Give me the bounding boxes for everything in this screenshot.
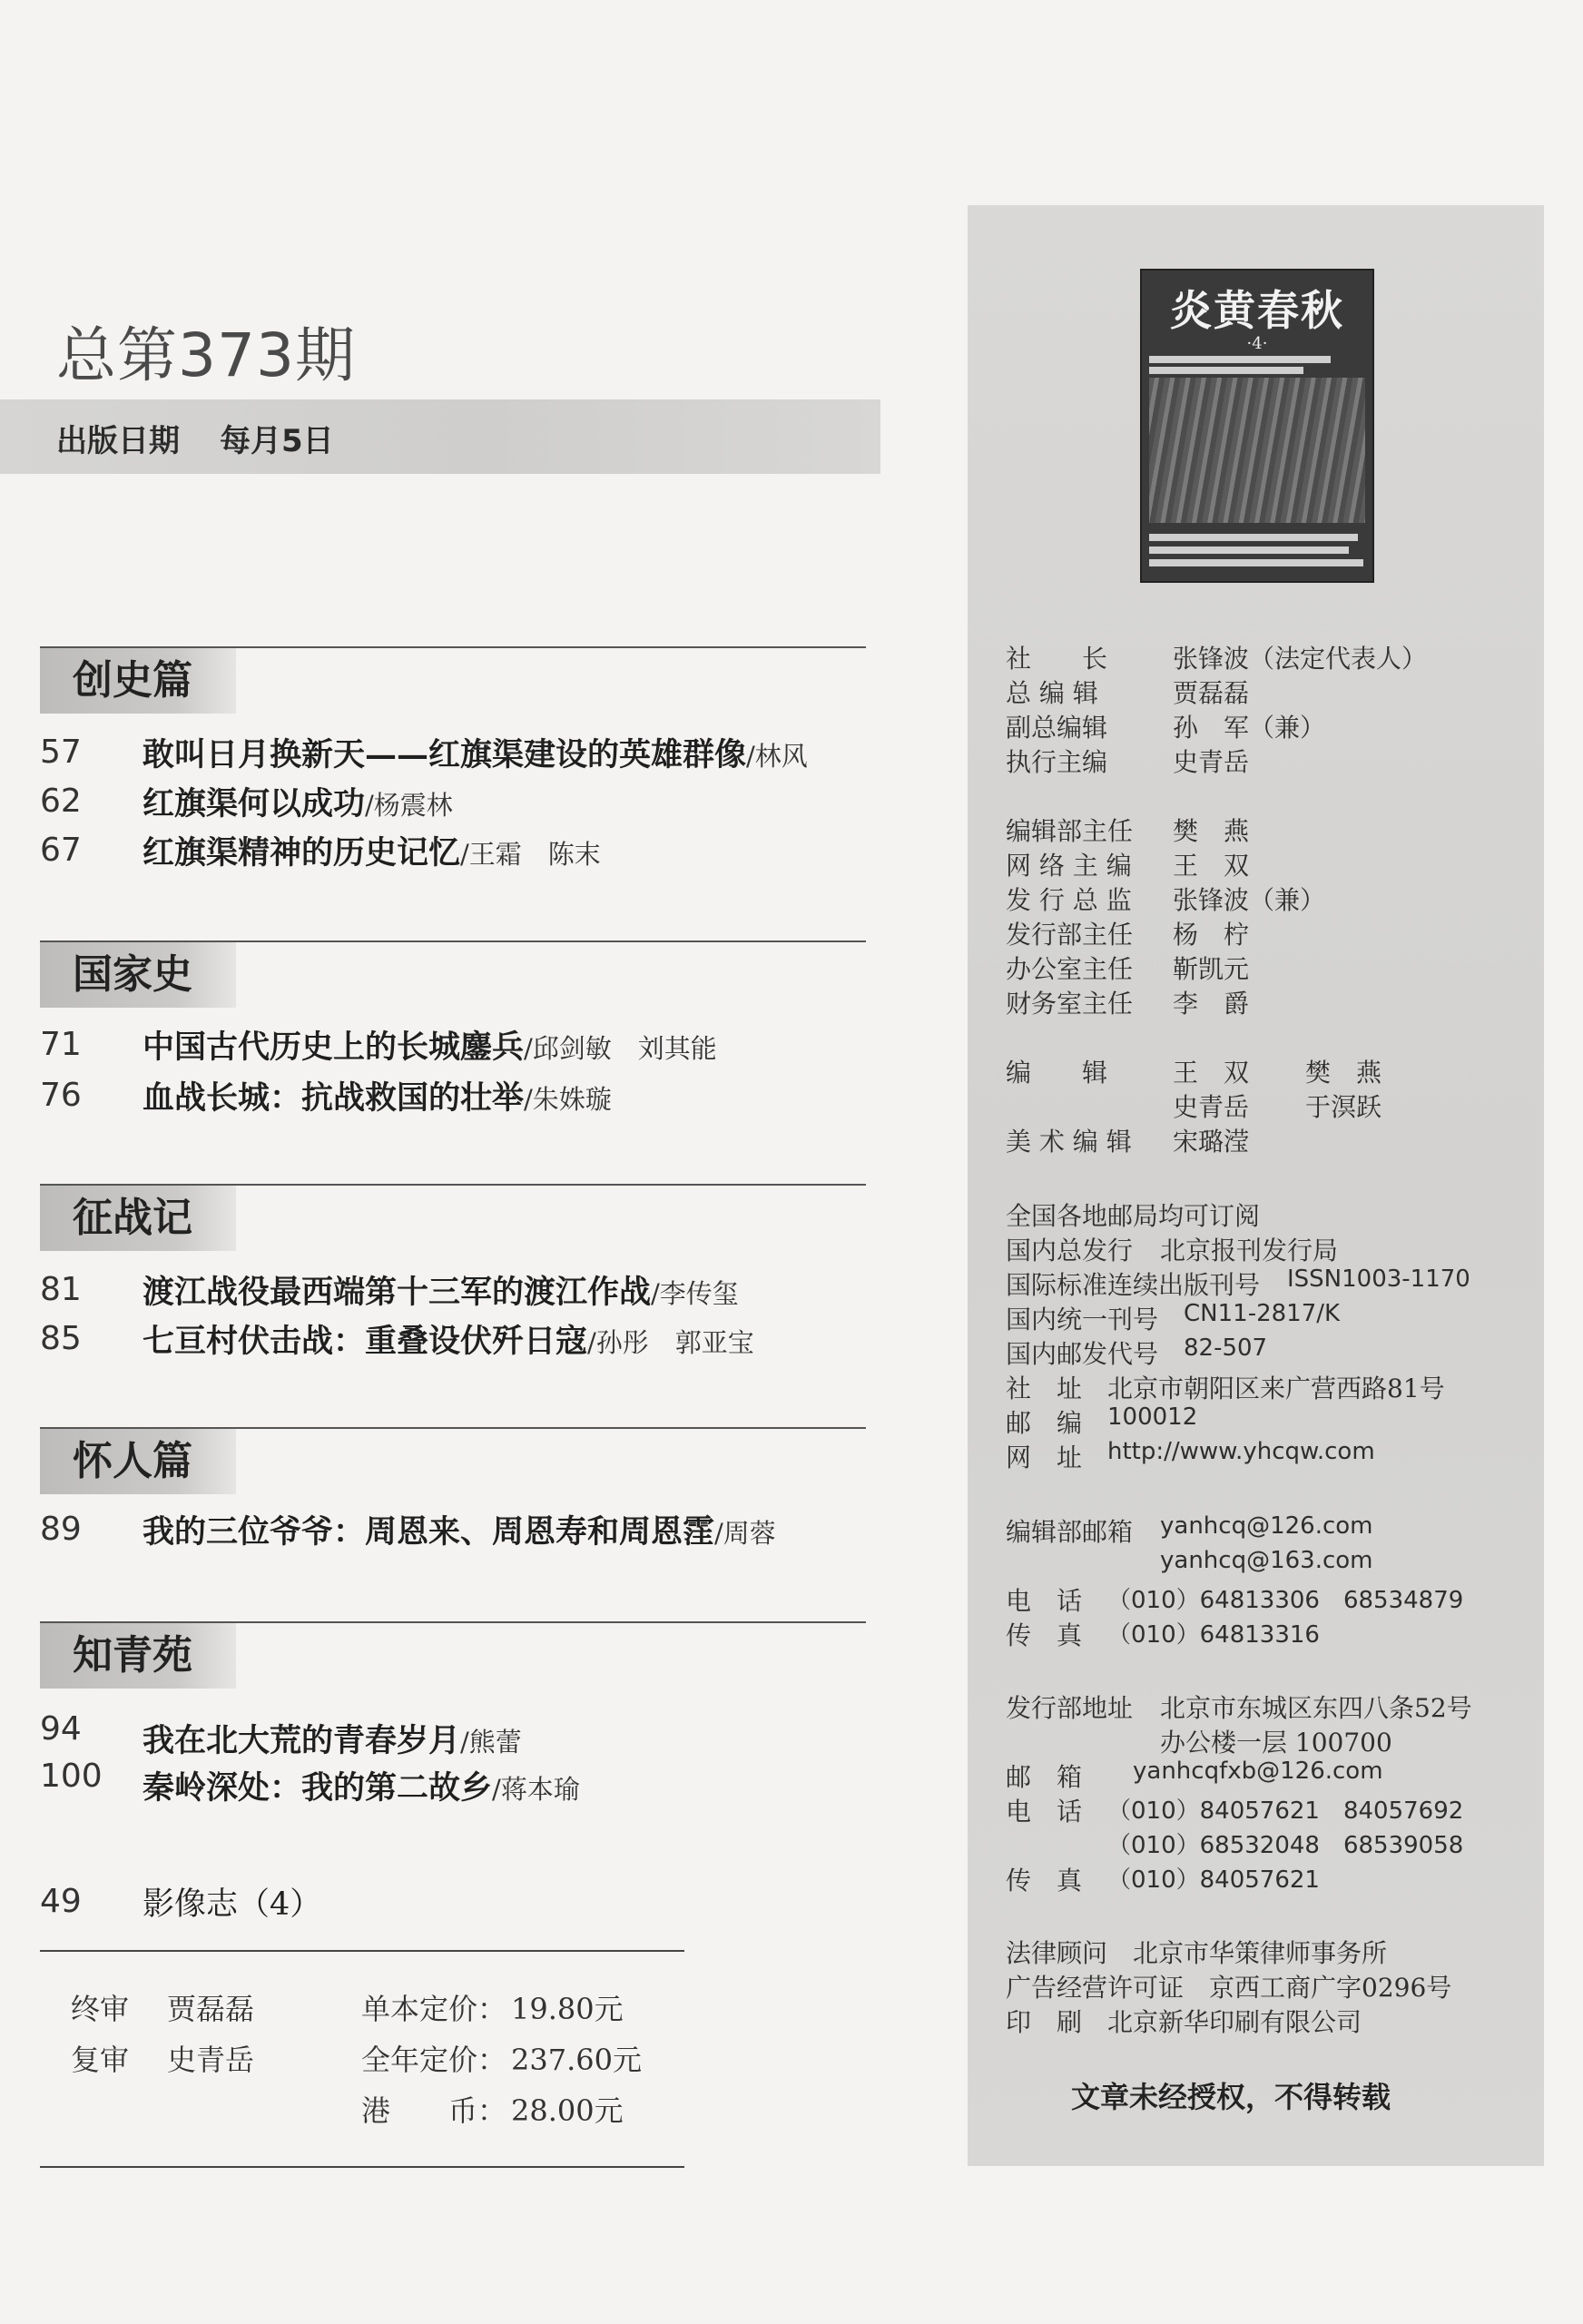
pub-date-value: 每月5日 [220,423,334,459]
article-author: /朱姝璇 [524,1084,612,1115]
website-link[interactable]: http://www.yhcqw.com [1107,1438,1375,1465]
article-title: 影像志（4） [143,1886,322,1923]
article-author: /杨震林 [365,790,453,821]
section-title: 知青苑 [40,1623,236,1689]
annual-price: 237.60元 [511,2043,642,2077]
publication-date-bar [0,399,880,474]
article-author: /邱剑敏 刘其能 [524,1033,717,1064]
page-number: 89 [40,1511,82,1548]
article-title: 红旗渠何以成功/杨震林 [143,785,453,822]
article-title: 渡江战役最西端第十三军的渡江作战/李传玺 [143,1274,739,1311]
magazine-cover-image[interactable] [1140,269,1374,583]
page-number: 85 [40,1320,82,1357]
divider [40,2166,684,2168]
page-number: 67 [40,832,82,869]
article-author: /周蓉 [714,1518,776,1549]
section-title: 国家史 [40,942,236,1008]
section-title: 征战记 [40,1186,236,1251]
section-title: 怀人篇 [40,1429,236,1494]
cover-issue: ·4· [1246,334,1268,353]
pub-date-label: 出版日期 [56,423,180,459]
page-number: 94 [40,1710,82,1748]
page-number: 81 [40,1271,82,1308]
cover-photo [1149,378,1365,523]
page-number: 49 [40,1883,82,1920]
page-number: 71 [40,1026,82,1063]
email-link[interactable]: yanhcq@163.com [1160,1547,1373,1574]
email-link[interactable]: yanhcqfxb@126.com [1133,1758,1383,1785]
article-title: 血战长城：抗战救国的壮举/朱姝璇 [143,1079,612,1117]
article-author: /李传玺 [651,1278,739,1309]
second-review-name: 史青岳 [167,2043,255,2077]
article-title: 红旗渠精神的历史记忆/王霜 陈末 [143,834,601,872]
section-title: 创史篇 [40,648,236,714]
article-title: 中国古代历史上的长城鏖兵/邱剑敏 刘其能 [143,1029,717,1066]
annual-price-label: 全年定价： [361,2043,507,2077]
issue-total: 总第373期 [56,320,356,390]
single-price-label: 单本定价： [361,1992,507,2026]
article-author: /熊蕾 [460,1727,522,1758]
article-title: 敢叫日月换新天——红旗渠建设的英雄群像/林风 [143,736,808,773]
article-title: 我的三位爷爷：周恩来、周恩寿和周恩霔/周蓉 [143,1513,776,1551]
page-number: 100 [40,1758,103,1795]
email-link[interactable]: yanhcq@126.com [1160,1512,1373,1540]
article-author: /孙彤 郭亚宝 [587,1327,754,1358]
final-review-name: 贾磊磊 [167,1992,255,2026]
article-title: 我在北大荒的青春岁月/熊蕾 [143,1722,522,1759]
page-number: 57 [40,734,82,771]
hk-price: 28.00元 [511,2093,624,2128]
hk-price-label: 港 币： [361,2093,507,2128]
article-author: /林风 [746,741,808,772]
article-title: 七亘村伏击战：重叠设伏歼日寇/孙彤 郭亚宝 [143,1323,754,1360]
article-author: /王霜 陈末 [460,839,601,870]
second-review-label: 复审 [71,2043,130,2077]
copyright-notice: 文章未经授权，不得转载 [1071,2080,1391,2114]
page-number: 62 [40,783,82,820]
page-number: 76 [40,1077,82,1114]
final-review-label: 终审 [71,1992,130,2026]
article-title: 秦岭深处：我的第二故乡/蒋本瑜 [143,1769,580,1807]
single-price: 19.80元 [511,1992,624,2026]
divider [40,1950,684,1952]
article-author: /蒋本瑜 [492,1774,580,1805]
cover-title: 炎黄春秋 [1170,286,1344,335]
